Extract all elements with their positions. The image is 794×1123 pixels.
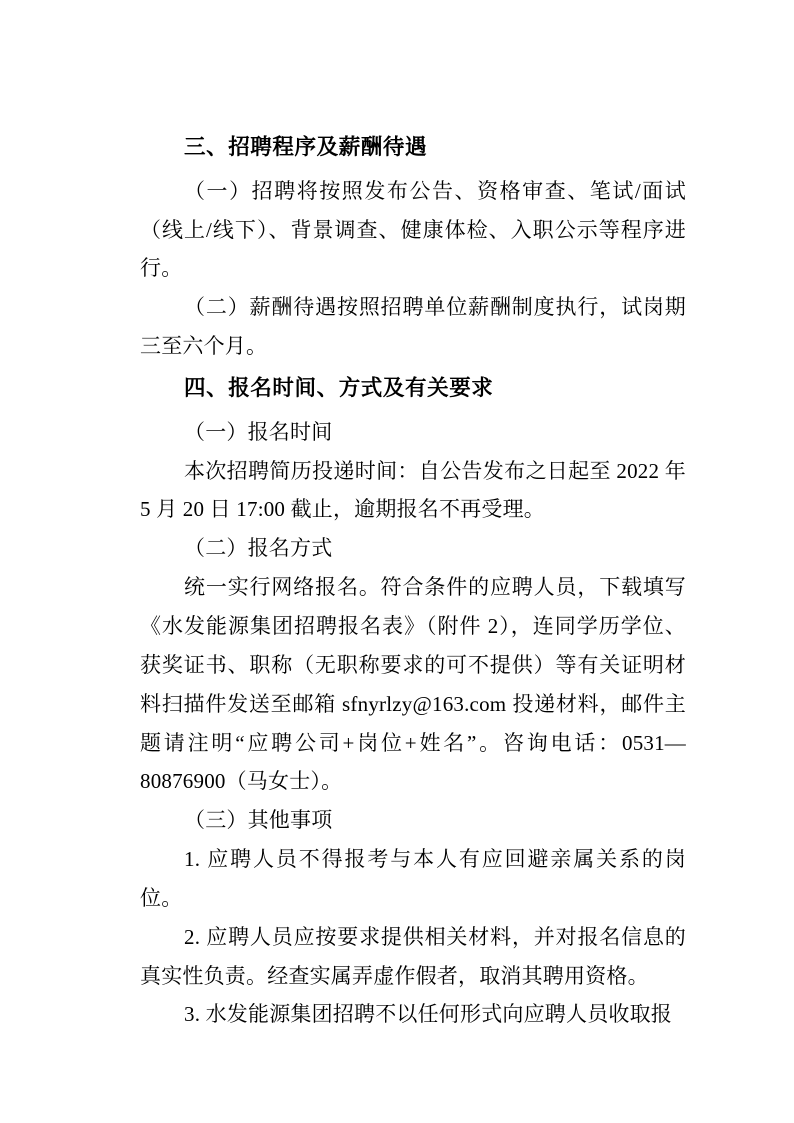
- section-heading-3: 三、招聘程序及薪酬待遇: [184, 135, 428, 159]
- section-heading-4: 四、报名时间、方式及有关要求: [184, 375, 494, 400]
- subheading-registration-time: （一）报名时间: [184, 419, 333, 444]
- paragraph-other-item-2: 2. 应聘人员应按要求提供相关材料，并对报名信息的真实性负责。经查实属弄虚作假者，取消其聘用资格。: [140, 924, 686, 988]
- subheading-registration-method: （二）报名方式: [184, 536, 333, 561]
- paragraph-registration-time: 本次招聘简历投递时间：自公告发布之日起至 2022 年 5 月 20 日 17:00 截止，逾期报名不再受理。: [140, 458, 686, 522]
- paragraph-other-item-1: 1. 应聘人员不得报考与本人有应回避亲属关系的岗位。: [140, 847, 686, 910]
- paragraph-other-item-3: 3. 水发能源集团招聘不以任何形式向应聘人员收取报: [184, 1002, 672, 1027]
- subheading-other-matters: （三）其他事项: [184, 808, 333, 833]
- paragraph-3-1: （一）招聘将按照发布公告、资格审查、笔试/面试（线上/线下）、背景调查、健康体检、入职公示等程序进行。: [140, 178, 686, 281]
- paragraph-registration-method: 统一实行网络报名。符合条件的应聘人员，下载填写《水发能源集团招聘报名表》（附件 2），连同学历学位、获奖证书、职称（无职称要求的可不提供）等有关证明材料扫描件发送至邮箱 sfnyrlzy@163.com 投递材料，邮件主题请注明“应聘公司+岗位+姓名”。咨询电话：0531—80876900（马女士）。: [140, 575, 686, 794]
- paragraph-3-2: （二）薪酬待遇按照招聘单位薪酬制度执行，试岗期三至六个月。: [140, 295, 686, 359]
- document-body: [140, 128, 686, 1034]
